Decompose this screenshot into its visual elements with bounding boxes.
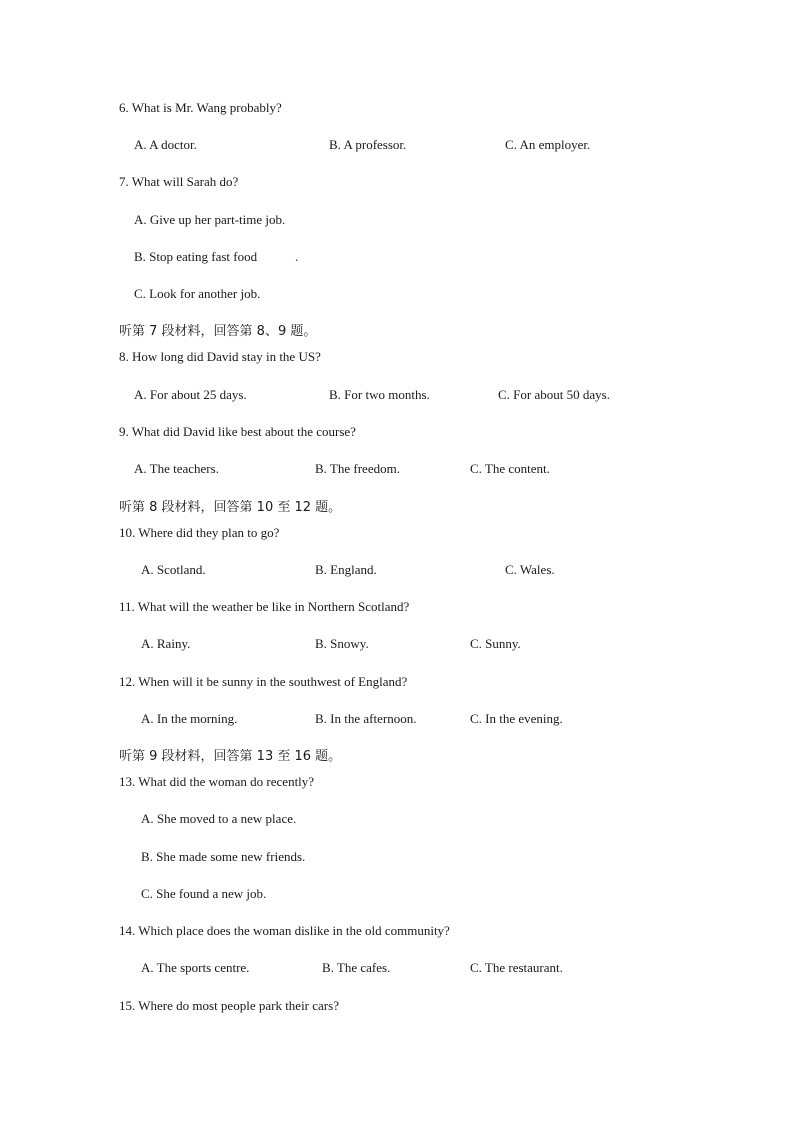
question-7-option-a: A. Give up her part-time job.: [134, 212, 286, 227]
question-6-option-a: A. A doctor.: [134, 137, 197, 152]
question-12-option-c: C. In the evening.: [470, 711, 563, 726]
question-9-option-c: C. The content.: [470, 461, 550, 476]
question-10-option-a: A. Scotland.: [141, 562, 206, 577]
question-7-option-b-period: .: [295, 249, 299, 264]
question-8-option-a: A. For about 25 days.: [134, 387, 247, 402]
question-12-option-a: A. In the morning.: [141, 711, 238, 726]
question-10-option-b: B. England.: [315, 562, 377, 577]
question-10-option-c: C. Wales.: [505, 562, 555, 577]
section-8-heading: 听第 8 段材料，回答第 10 至 12 题。: [119, 500, 342, 515]
question-9-stem: 9. What did David like best about the course?: [119, 424, 356, 439]
question-7-option-b: B. Stop eating fast food: [134, 249, 258, 264]
question-6-option-c: C. An employer.: [505, 137, 591, 152]
question-6-stem: 6. What is Mr. Wang probably?: [119, 100, 282, 115]
question-7-option-c: C. Look for another job.: [134, 286, 261, 301]
section-7-heading: 听第 7 段材料，回答第 8、9 题。: [119, 324, 317, 339]
question-6-option-b: B. A professor.: [329, 137, 407, 152]
question-8-option-c: C. For about 50 days.: [498, 387, 610, 402]
question-7-stem: 7. What will Sarah do?: [119, 174, 239, 189]
question-13-option-c: C. She found a new job.: [141, 886, 267, 901]
question-13-option-a: A. She moved to a new place.: [141, 811, 297, 826]
question-14-option-c: C. The restaurant.: [470, 960, 563, 975]
question-14-option-b: B. The cafes.: [322, 960, 391, 975]
question-13-stem: 13. What did the woman do recently?: [119, 774, 315, 789]
question-14-stem: 14. Which place does the woman dislike in the old community?: [119, 923, 450, 938]
question-8-option-b: B. For two months.: [329, 387, 430, 402]
question-9-option-b: B. The freedom.: [315, 461, 400, 476]
question-12-stem: 12. When will it be sunny in the southwest of England?: [119, 674, 408, 689]
question-11-option-c: C. Sunny.: [470, 636, 521, 651]
question-11-option-b: B. Snowy.: [315, 636, 369, 651]
section-9-heading: 听第 9 段材料，回答第 13 至 16 题。: [119, 749, 342, 764]
question-10-stem: 10. Where did they plan to go?: [119, 525, 280, 540]
question-11-option-a: A. Rainy.: [141, 636, 191, 651]
question-12-option-b: B. In the afternoon.: [315, 711, 417, 726]
question-14-option-a: A. The sports centre.: [141, 960, 250, 975]
question-15-stem: 15. Where do most people park their cars?: [119, 998, 339, 1013]
question-9-option-a: A. The teachers.: [134, 461, 219, 476]
question-13-option-b: B. She made some new friends.: [141, 849, 306, 864]
question-8-stem: 8. How long did David stay in the US?: [119, 349, 321, 364]
question-11-stem: 11. What will the weather be like in Northern Scotland?: [119, 599, 410, 614]
